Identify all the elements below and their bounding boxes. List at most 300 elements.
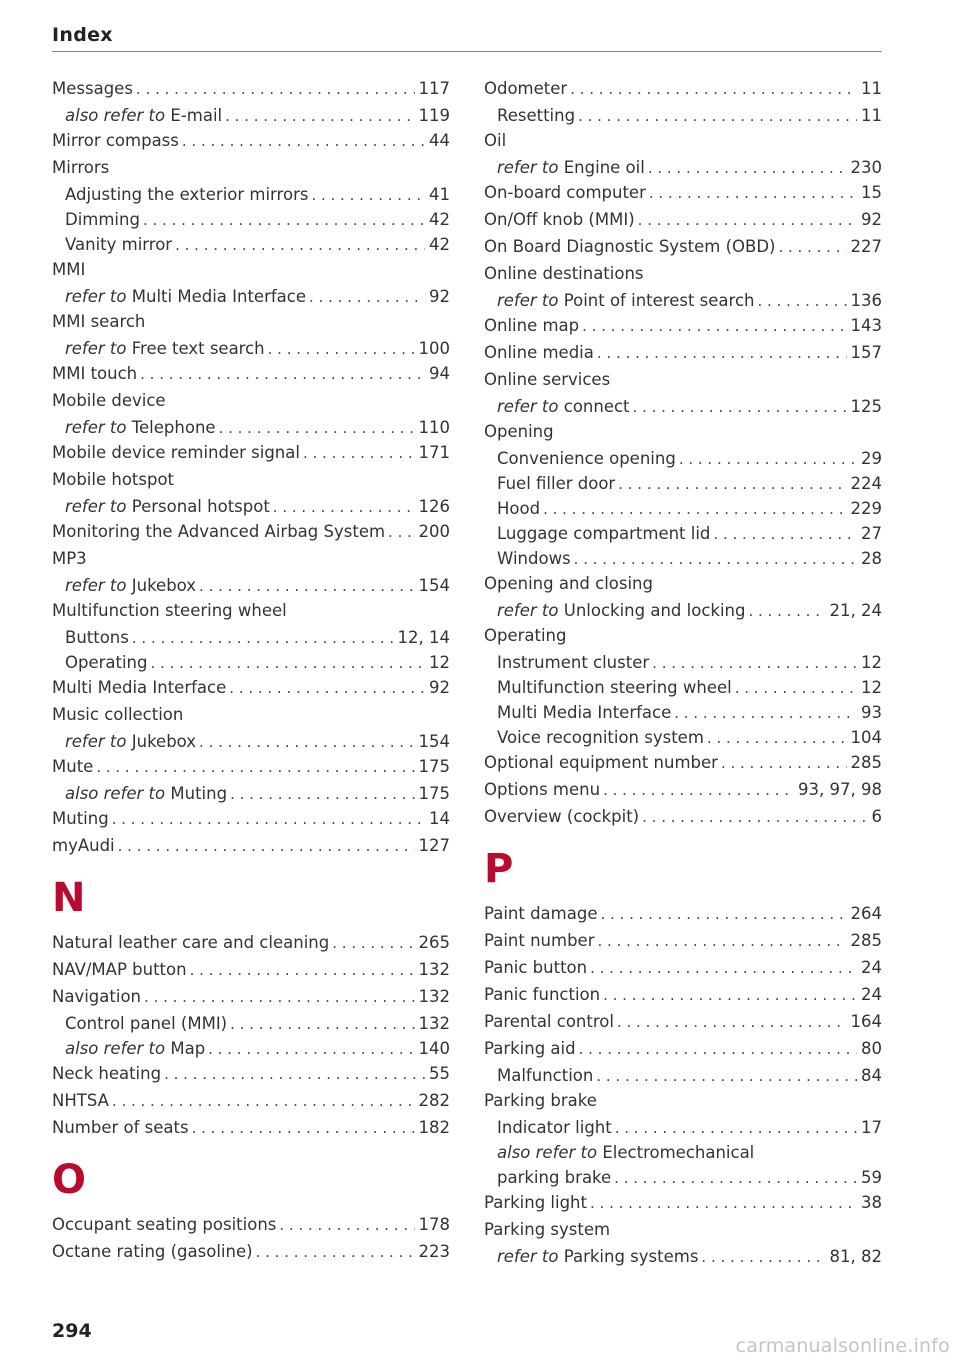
entry-text: Indicator light — [497, 1118, 612, 1137]
page-reference: 127 — [418, 836, 450, 855]
index-entry — [484, 394, 882, 419]
dot-leader — [713, 522, 857, 546]
cross-reference-prefix: refer to — [497, 601, 559, 620]
index-entry — [484, 521, 882, 546]
page-reference: 132 — [418, 987, 450, 1006]
entry-term — [497, 446, 676, 471]
entry-text: Engine oil — [563, 158, 645, 177]
entry-term — [497, 1165, 611, 1190]
entry-term — [65, 1011, 227, 1036]
dot-leader — [600, 902, 846, 927]
index-entry — [484, 982, 882, 1009]
entry-term — [484, 982, 600, 1007]
page-reference: 27 — [861, 524, 882, 543]
entry-text: Parking systems — [563, 1247, 699, 1266]
entry-term — [497, 1140, 754, 1165]
dot-leader — [596, 1064, 857, 1088]
dot-leader — [208, 1037, 414, 1061]
entry-text: Buttons — [65, 628, 129, 647]
entry-text: Online media — [484, 343, 594, 362]
index-entry — [52, 1011, 450, 1036]
entry-text: MMI touch — [52, 364, 138, 383]
entry-term — [65, 182, 308, 207]
index-entry — [52, 833, 450, 860]
page-number: 294 — [52, 1320, 92, 1342]
dot-leader — [579, 1037, 857, 1062]
cross-reference-prefix: refer to — [65, 576, 127, 595]
index-entry — [52, 76, 450, 103]
entry-term — [65, 573, 196, 598]
dot-leader — [543, 497, 846, 521]
index-heading — [52, 257, 450, 284]
entry-term — [484, 928, 594, 953]
page-reference: 178 — [418, 1215, 450, 1234]
index-entry — [484, 1190, 882, 1217]
index-entry — [484, 955, 882, 982]
page-reference: 264 — [850, 904, 882, 923]
page-reference: 29 — [861, 449, 882, 468]
entry-text: Online destinations — [484, 264, 644, 283]
entry-term — [484, 623, 567, 648]
dot-leader — [597, 341, 847, 366]
entry-text: Mobile hotspot — [52, 470, 175, 489]
dot-leader — [311, 183, 425, 207]
page-reference: 125 — [850, 397, 882, 416]
index-entry — [484, 675, 882, 700]
entry-term — [484, 340, 594, 365]
entry-text: Personal hotspot — [131, 497, 270, 516]
page-reference: 38 — [861, 1193, 882, 1212]
entry-text: Navigation — [52, 987, 141, 1006]
dot-leader — [615, 1116, 857, 1140]
entry-term — [52, 1239, 253, 1264]
entry-term — [497, 725, 704, 750]
entry-text: Muting — [52, 809, 109, 828]
page-reference: 59 — [861, 1168, 882, 1187]
page-reference: 42 — [429, 210, 450, 229]
index-heading — [52, 598, 450, 625]
index-entry — [52, 675, 450, 702]
index-entry — [484, 1165, 882, 1190]
page-reference: 126 — [418, 497, 450, 516]
entry-text: Hood — [497, 499, 541, 518]
dot-leader — [603, 778, 794, 803]
index-entry — [484, 804, 882, 831]
entry-text: Mirror compass — [52, 131, 179, 150]
page-reference: 21, 24 — [829, 601, 882, 620]
dot-leader — [151, 651, 426, 675]
entry-term — [484, 750, 718, 775]
page-reference: 12 — [861, 678, 882, 697]
index-entry — [52, 103, 450, 128]
page-reference: 282 — [418, 1091, 450, 1110]
entry-text: Mobile device — [52, 391, 166, 410]
dot-leader — [230, 782, 414, 806]
entry-text: Multi Media Interface — [52, 678, 227, 697]
dot-leader — [229, 676, 425, 701]
entry-text: Vanity mirror — [65, 235, 173, 254]
entry-term — [52, 806, 109, 831]
entry-text: Fuel filler door — [497, 474, 616, 493]
entry-term — [52, 388, 166, 413]
entry-term — [52, 309, 145, 334]
index-heading — [484, 128, 882, 155]
index-entry — [484, 103, 882, 128]
page-reference: 265 — [418, 933, 450, 952]
page-reference: 143 — [850, 316, 882, 335]
entry-text: Parking system — [484, 1220, 611, 1239]
dot-leader — [618, 472, 846, 496]
page-reference: 117 — [418, 79, 450, 98]
entry-text: Unlocking and locking — [563, 601, 746, 620]
entry-term — [497, 471, 615, 496]
index-heading — [484, 419, 882, 446]
entry-term — [497, 1063, 593, 1088]
entry-term — [52, 754, 93, 779]
entry-term — [52, 440, 300, 465]
entry-term — [52, 546, 87, 571]
dot-leader — [132, 626, 394, 650]
page-reference: 24 — [861, 958, 882, 977]
entry-term — [484, 1036, 576, 1061]
dot-leader — [332, 931, 414, 956]
entry-term — [497, 155, 645, 180]
page-reference: 200 — [418, 522, 450, 541]
dot-leader — [96, 755, 414, 780]
page-reference: 6 — [871, 807, 882, 826]
page-reference: 12 — [861, 653, 882, 672]
entry-term — [65, 494, 270, 519]
entry-term — [484, 804, 639, 829]
dot-leader — [230, 1012, 414, 1036]
entry-term — [484, 901, 597, 926]
dot-leader — [633, 395, 847, 419]
dot-leader — [225, 104, 414, 128]
dot-leader — [614, 1166, 857, 1190]
index-heading — [52, 388, 450, 415]
index-heading — [484, 1140, 882, 1165]
index-entry — [484, 700, 882, 725]
dot-leader — [309, 285, 425, 309]
entry-term — [52, 1061, 161, 1086]
dot-leader — [735, 676, 857, 700]
entry-term — [484, 234, 775, 259]
entry-text: Options menu — [484, 780, 601, 799]
index-heading — [52, 467, 450, 494]
index-heading — [52, 309, 450, 336]
index-entry — [484, 234, 882, 261]
page-reference: 12 — [429, 653, 450, 672]
cross-reference-prefix: refer to — [65, 418, 127, 437]
index-entry — [484, 1244, 882, 1269]
entry-term — [65, 415, 216, 440]
dot-leader — [590, 1191, 857, 1216]
page-reference: 223 — [418, 1242, 450, 1261]
entry-term — [484, 261, 644, 286]
index-column-left — [52, 76, 450, 1266]
entry-term — [52, 702, 183, 727]
entry-text: Operating — [484, 626, 567, 645]
page-title: Index — [52, 24, 113, 46]
page-reference: 110 — [418, 418, 450, 437]
index-entry — [484, 750, 882, 777]
page-reference: 41 — [429, 185, 450, 204]
index-entry — [52, 336, 450, 361]
entry-term — [497, 103, 575, 128]
entry-term — [52, 361, 137, 386]
dot-leader — [192, 1116, 415, 1141]
dot-leader — [182, 129, 425, 154]
entry-text: Number of seats — [52, 1118, 189, 1137]
entry-term — [497, 496, 540, 521]
page-reference: 92 — [429, 287, 450, 306]
entry-term — [484, 367, 610, 392]
index-entry — [52, 207, 450, 232]
entry-text: Natural leather care and cleaning — [52, 933, 330, 952]
index-entry — [52, 1036, 450, 1061]
page-reference: 84 — [861, 1066, 882, 1085]
section-letter: P — [484, 846, 514, 892]
page-reference: 55 — [429, 1064, 450, 1083]
index-entry — [52, 1088, 450, 1115]
entry-text: MMI search — [52, 312, 146, 331]
index-entry — [484, 340, 882, 367]
dot-leader — [574, 547, 857, 571]
page-reference: 11 — [861, 106, 882, 125]
dot-leader — [136, 77, 415, 102]
cross-reference-prefix: refer to — [65, 287, 127, 306]
entry-text: MMI — [52, 260, 86, 279]
entry-text: Muting — [170, 784, 228, 803]
page-reference: 227 — [850, 237, 882, 256]
entry-text: Panic function — [484, 985, 601, 1004]
page-reference: 230 — [850, 158, 882, 177]
entry-term — [52, 128, 179, 153]
watermark: carmanualsonline.info — [735, 1335, 950, 1357]
entry-text: Jukebox — [131, 576, 197, 595]
index-entry — [52, 781, 450, 806]
entry-text: E-mail — [170, 106, 223, 125]
cross-reference-prefix: refer to — [497, 397, 559, 416]
entry-term — [484, 955, 587, 980]
index-entry — [52, 573, 450, 598]
entry-term — [65, 207, 140, 232]
page-reference: 44 — [429, 131, 450, 150]
index-entry — [484, 496, 882, 521]
dot-leader — [199, 574, 414, 598]
entry-text: Opening and closing — [484, 574, 653, 593]
dot-leader — [638, 208, 857, 233]
index-heading — [484, 367, 882, 394]
index-entry — [484, 546, 882, 571]
page-reference: 182 — [418, 1118, 450, 1137]
page-reference: 92 — [861, 210, 882, 229]
index-heading — [52, 155, 450, 182]
entry-text: Oil — [484, 131, 507, 150]
index-entry — [484, 471, 882, 496]
index-entry — [484, 901, 882, 928]
index-entry — [484, 446, 882, 471]
entry-term — [65, 103, 222, 128]
entry-term — [497, 1244, 698, 1269]
page-reference: 136 — [850, 291, 882, 310]
index-entry — [52, 1239, 450, 1266]
entry-text: Parental control — [484, 1012, 614, 1031]
entry-text: On/Off knob (MMI) — [484, 210, 635, 229]
entry-term — [52, 1115, 189, 1140]
entry-text: Windows — [497, 549, 571, 568]
cross-reference-prefix: refer to — [497, 291, 559, 310]
index-entry — [52, 650, 450, 675]
entry-text: Paint number — [484, 931, 595, 950]
dot-leader — [597, 929, 846, 954]
dot-leader — [199, 730, 414, 754]
cross-reference-prefix: also refer to — [65, 1039, 166, 1058]
entry-term — [65, 284, 306, 309]
entry-term — [497, 598, 745, 623]
entry-text: Multifunction steering wheel — [497, 678, 732, 697]
dot-leader — [273, 495, 415, 519]
dot-leader — [140, 362, 425, 387]
entry-text: MP3 — [52, 549, 87, 568]
entry-term — [65, 1036, 205, 1061]
entry-text: Multi Media Interface — [497, 703, 672, 722]
entry-text: Free text search — [131, 339, 265, 358]
index-entry — [52, 1061, 450, 1088]
dot-leader — [112, 1089, 415, 1114]
entry-term — [484, 419, 554, 444]
page-reference: 42 — [429, 235, 450, 254]
index-entry — [484, 207, 882, 234]
index-entry — [52, 930, 450, 957]
index-entry — [484, 1036, 882, 1063]
dot-leader — [388, 520, 414, 545]
dot-leader — [778, 235, 846, 260]
dot-leader — [118, 834, 415, 859]
page-reference: 154 — [418, 576, 450, 595]
dot-leader — [590, 956, 857, 981]
index-entry — [484, 928, 882, 955]
entry-term — [52, 467, 174, 492]
dot-leader — [674, 701, 857, 725]
entry-term — [52, 957, 187, 982]
dot-leader — [578, 104, 857, 128]
entry-term — [484, 1190, 587, 1215]
entry-text: Occupant seating positions — [52, 1215, 277, 1234]
dot-leader — [679, 447, 857, 471]
entry-text: Telephone — [131, 418, 216, 437]
page-reference: 11 — [861, 79, 882, 98]
entry-text: parking brake — [497, 1168, 612, 1187]
entry-term — [52, 984, 141, 1009]
entry-term — [484, 207, 635, 232]
dot-leader — [164, 1062, 425, 1087]
index-entry — [484, 598, 882, 623]
entry-text: Mirrors — [52, 158, 110, 177]
index-entry — [52, 1212, 450, 1239]
page-reference: 28 — [861, 549, 882, 568]
entry-term — [484, 313, 579, 338]
entry-text: connect — [563, 397, 630, 416]
page-reference: 93 — [861, 703, 882, 722]
dot-leader — [652, 651, 857, 675]
cross-reference-prefix: refer to — [65, 497, 127, 516]
page-reference: 92 — [429, 678, 450, 697]
entry-text: Parking brake — [484, 1091, 597, 1110]
entry-term — [484, 1009, 614, 1034]
entry-term — [65, 232, 172, 257]
index-entry — [52, 519, 450, 546]
entry-text: Electromechanical — [602, 1143, 755, 1162]
dot-leader — [603, 983, 857, 1008]
cross-reference-prefix: refer to — [497, 1247, 559, 1266]
page-reference: 164 — [850, 1012, 882, 1031]
page-reference: 285 — [850, 753, 882, 772]
index-column-right — [484, 76, 882, 1269]
page-reference: 24 — [861, 985, 882, 1004]
index-heading — [484, 571, 882, 598]
dot-leader — [175, 233, 425, 257]
index-entry — [484, 650, 882, 675]
dot-leader — [112, 807, 425, 832]
page-reference: 154 — [418, 732, 450, 751]
index-entry — [52, 494, 450, 519]
index-heading — [484, 1088, 882, 1115]
entry-term — [497, 288, 754, 313]
entry-term — [52, 833, 115, 858]
page-reference: 175 — [418, 784, 450, 803]
dot-leader — [649, 181, 857, 206]
entry-text: On Board Diagnostic System (OBD) — [484, 237, 776, 256]
index-heading — [52, 546, 450, 573]
index-entry — [484, 725, 882, 750]
index-entry — [484, 76, 882, 103]
index-heading — [484, 261, 882, 288]
page-reference: 80 — [861, 1039, 882, 1058]
page-reference: 12, 14 — [397, 628, 450, 647]
page-reference: 14 — [429, 809, 450, 828]
entry-term — [484, 128, 506, 153]
entry-term — [52, 930, 329, 955]
entry-text: Convenience opening — [497, 449, 676, 468]
entry-term — [52, 519, 385, 544]
entry-term — [497, 394, 630, 419]
page-reference: 140 — [418, 1039, 450, 1058]
entry-term — [484, 571, 653, 596]
entry-term — [52, 76, 133, 101]
entry-term — [52, 675, 226, 700]
entry-text: Overview (cockpit) — [484, 807, 640, 826]
entry-text: Online map — [484, 316, 580, 335]
dot-leader — [748, 599, 825, 623]
entry-text: Octane rating (gasoline) — [52, 1242, 253, 1261]
entry-term — [52, 1088, 109, 1113]
entry-text: Opening — [484, 422, 554, 441]
entry-text: Mobile device reminder signal — [52, 443, 300, 462]
page-reference: 175 — [418, 757, 450, 776]
entry-text: Resetting — [497, 106, 576, 125]
dot-leader — [642, 805, 867, 830]
index-heading — [484, 623, 882, 650]
dot-leader — [707, 726, 847, 750]
dot-leader — [582, 314, 846, 339]
index-entry — [484, 1115, 882, 1140]
index-entry — [52, 361, 450, 388]
entry-term — [52, 1212, 276, 1237]
entry-text: Neck heating — [52, 1064, 162, 1083]
header-divider — [52, 51, 882, 52]
dot-leader — [617, 1010, 847, 1035]
